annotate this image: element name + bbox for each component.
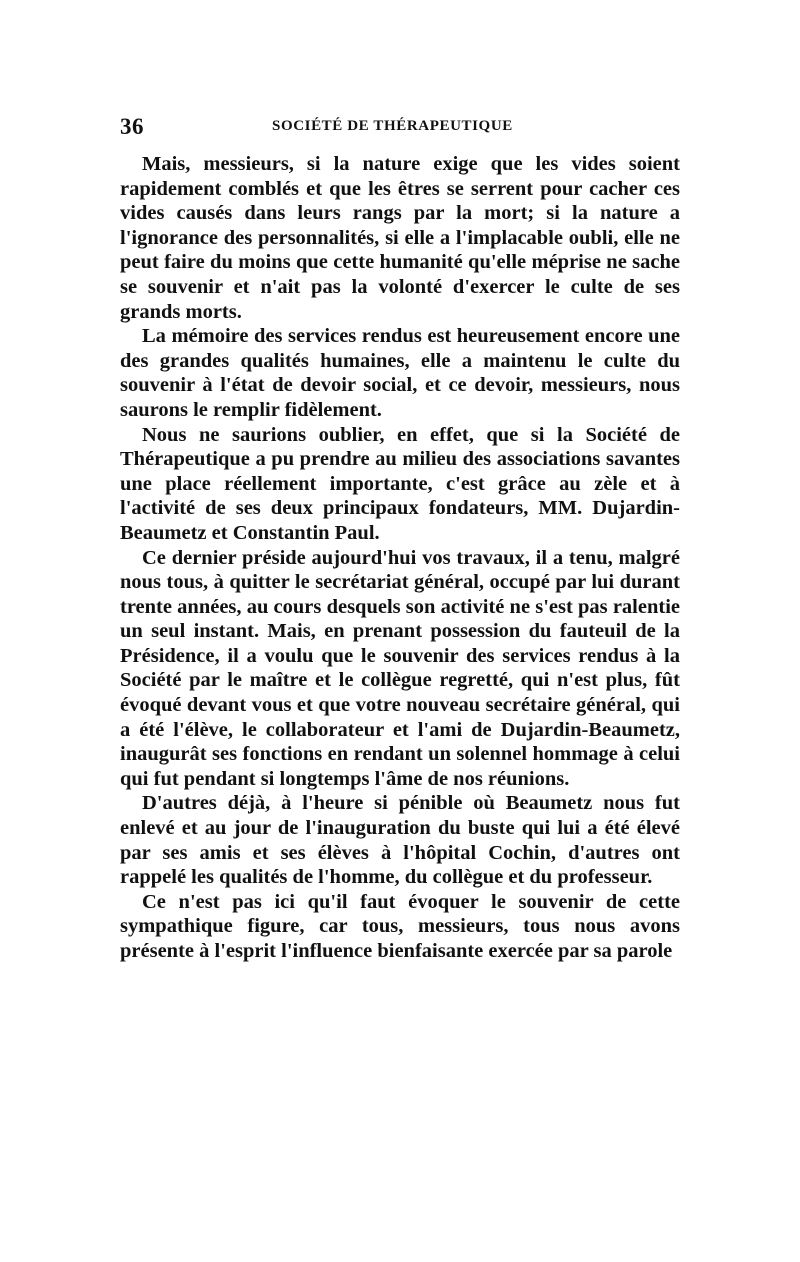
body-text <box>120 152 680 964</box>
page-number: 36 <box>120 114 144 139</box>
page-header <box>120 108 680 148</box>
running-title: SOCIÉTÉ DE THÉRAPEUTIQUE <box>272 118 513 134</box>
paragraph-2: La mémoire des services rendus est heureusement encore une des grandes qualités humaines, elle a maintenu le culte du souvenir à l'état de devoir social, et ce devoir, messieurs, nous saurons le remplir fidèlement. <box>120 325 680 421</box>
paragraph-1: Mais, messieurs, si la nature exige que les vides soient rapidement comblés et que les êtres se serrent pour cacher ces vides causés dans leurs rangs par la mort; si la nature a l'ignorance des personnalités, si elle a l'implacable oubli, elle ne peut faire du moins que cette humanité qu'elle méprise ne sache se souvenir et n'ait pas la volonté d'exercer le culte de ses grands morts. <box>120 153 680 323</box>
paragraph-4: Ce dernier préside aujourd'hui vos travaux, il a tenu, malgré nous tous, à quitter le secrétariat général, occupé par lui durant trente années, au cours desquels son activité ne s'est pas ralentie un seul instant. Mais, en prenant possession du fauteuil de la Présidence, il a voulu que le souvenir des services rendus à la Société par le maître et le collègue regretté, qui n'est plus, fût évoqué devant vous et que votre nouveau secrétaire général, qui a été l'élève, le collaborateur et l'ami de Dujardin-Beaumetz, inaugurât ses fonctions en rendant un solennel hommage à celui qui fut pendant si longtemps l'âme de nos réunions. <box>120 546 680 790</box>
paragraph-5: D'autres déjà, à l'heure si pénible où Beaumetz nous fut enlevé et au jour de l'inauguration du buste qui lui a été élevé par ses amis et ses élèves à l'hôpital Cochin, d'autres ont rappelé les qualités de l'homme, du collègue et du professeur. <box>120 792 680 889</box>
paragraph-6: Ce n'est pas ici qu'il faut évoquer le souvenir de cette sympathique figure, car tous, messieurs, tous nous avons présente à l'esprit l'influence bienfaisante exercée par sa parole <box>120 890 680 962</box>
paragraph-3: Nous ne saurions oublier, en effet, que si la Société de Thérapeutique a pu prendre au milieu des associations savantes une place réellement importante, c'est grâce au zèle et à l'activité de ses deux principaux fondateurs, MM. Dujardin-Beaumetz et Constantin Paul. <box>120 423 680 544</box>
